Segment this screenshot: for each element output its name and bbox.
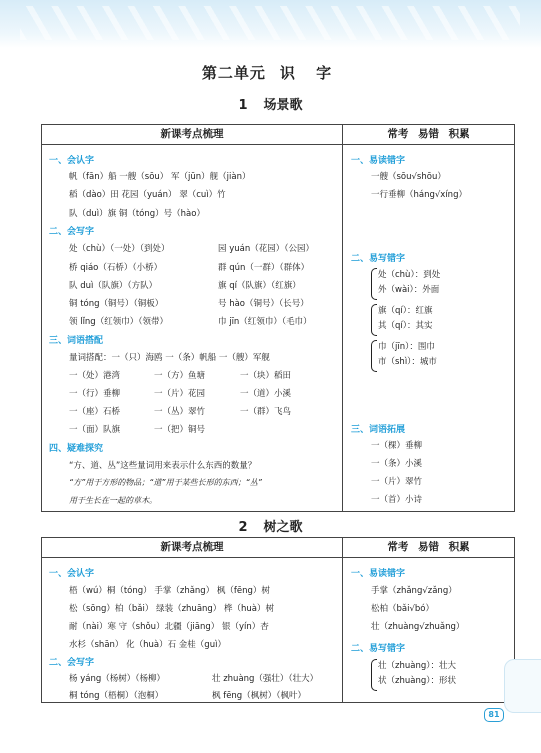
section-heading: 二、易写错字 [351,644,406,654]
text-line: “方”用于方形的物品；“道”用于某些长形的东西；“丛” [69,478,262,487]
right-header: 常考 易错 积累 [387,541,470,553]
text-line: 一（座）石桥 [69,407,121,417]
brace-icon [371,268,377,300]
text-line: 其（qí）：其实 [378,321,433,331]
section-heading: 一、会认字 [49,156,95,166]
text-line: 处（chù）：到处 [378,270,441,280]
text-line: “方、道、丛”这些量词用来表示什么东西的数量？ [69,461,257,471]
text-line: 一（行）垂柳 [69,389,121,399]
text-line: 市（shì）：城市 [378,357,437,367]
lesson-name: 树之歌 [263,520,303,535]
text-line: 一（条）小溪 [371,459,423,469]
text-line: 群 qún（一群）（群体） [218,263,310,273]
unit-title [0,62,541,83]
section-heading: 三、词语搭配 [49,336,104,346]
text-line: 巾（jīn）：围巾 [378,342,435,352]
text-line: 旗 qí（队旗）（红旗） [218,281,301,291]
header-decoration [0,0,541,48]
section-heading: 一、易读错字 [351,156,406,166]
lesson-name: 场景歌 [263,98,303,113]
lesson-number: 1 [238,98,248,113]
text-line: 松（sōng）柏（bǎi） 绿装（zhuāng） 桦（huà）树 [69,604,274,614]
left-header: 新课考点梳理 [160,541,224,553]
text-line: 枫 fēng（枫树）（枫叶） [212,691,306,701]
text-line: 杨 yáng（杨树）（杨柳） [69,674,165,684]
text-line: 状（zhuàng）：形状 [378,676,456,686]
text-line: 耐（nài）寒 守（shǒu）北疆（jiāng） 银（yín）杏 [69,622,269,632]
unit-subtitle: 识 字 [279,64,340,82]
text-line: 一（块）稻田 [240,371,292,381]
section-heading: 三、词语拓展 [351,425,406,435]
text-line: 用于生长在一起的草木。 [69,496,157,505]
text-line: 松柏（bǎi√bó） [371,604,434,614]
brace-icon [371,340,377,372]
section-heading: 一、易读错字 [351,569,406,579]
unit-name: 第二单元 [201,64,266,82]
brace-icon [371,659,377,691]
box-header [42,125,514,145]
column-divider [342,538,343,702]
text-line: 一行垂柳（háng√xíng） [371,190,467,200]
text-line: 旗（qí）：红旗 [378,306,433,316]
section-heading: 二、会写字 [49,658,95,668]
lesson-box [41,537,515,703]
lesson-title [0,516,541,535]
text-line: 壮（zhuàng√zhuǎng） [371,622,465,632]
lesson-box [41,124,515,512]
text-line: 桐 tóng（梧桐）（泡桐） [69,691,164,701]
text-line: 外（wài）：外面 [378,285,440,295]
text-line: 一（片）花园 [154,389,206,399]
text-line: 巾 jīn（红领巾）（毛巾） [218,317,312,327]
section-heading: 一、会认字 [49,569,95,579]
text-line: 一（方）鱼塘 [154,371,206,381]
text-line: 梧（wú）桐（tóng） 手掌（zhǎng） 枫（fēng）树 [69,586,270,596]
text-line: 一艘（sōu√shōu） [371,172,446,182]
text-line: 一（首）小诗 [371,495,423,505]
text-line: 队 duì（队旗）（方队） [69,281,158,291]
text-line: 号 hào（铜号）（长号） [218,299,309,309]
box-header [42,538,514,558]
text-line: 处（chù）（一处）（到处） [69,244,170,254]
column-divider [342,125,343,511]
lesson-number: 2 [238,520,248,535]
section-heading: 二、易写错字 [351,254,406,264]
lesson-title [0,94,541,113]
text-line: 一（面）队旗 [69,425,121,435]
text-line: 稻（dào）田 花园（yuán） 翠（cuì）竹 [69,190,226,200]
page-corner-decoration [504,659,541,713]
text-line: 铜 tóng（铜号）（铜板） [69,299,164,309]
text-line: 量词搭配：一（只）海鸥 一（条）帆船 一（艘）军舰 [69,353,270,363]
text-line: 领 lǐng（红领巾）（领带） [69,317,168,327]
text-line: 队（duì）旗 铜（tóng）号（hào） [69,209,205,219]
section-heading: 四、疑难探究 [49,444,104,454]
text-line: 一（处）港湾 [69,371,121,381]
text-line: 一（道）小溪 [240,389,292,399]
right-header: 常考 易错 积累 [387,128,470,140]
text-line: 水杉（shān） 化（huà）石 金桂（guì） [69,640,226,650]
text-line: 园 yuán（花园）（公园） [218,244,314,254]
text-line: 一（片）翠竹 [371,477,423,487]
text-line: 一（群）飞鸟 [240,407,292,417]
text-line: 一（棵）垂柳 [371,441,423,451]
text-line: 手掌（zhǎng√zǎng） [371,586,457,596]
section-heading: 二、会写字 [49,227,95,237]
left-header: 新课考点梳理 [160,128,224,140]
page-number: 81 [484,708,504,722]
text-line: 帆（fān）船 一艘（sōu） 军（jūn）舰（jiàn） [69,172,251,182]
text-line: 壮（zhuàng）：壮大 [378,661,456,671]
text-line: 桥 qiáo（石桥）（小桥） [69,263,163,273]
brace-icon [371,304,377,336]
text-line: 壮 zhuàng（强壮）（壮大） [212,674,319,684]
text-line: 一（丛）翠竹 [154,407,206,417]
text-line: 一（把）铜号 [154,425,206,435]
